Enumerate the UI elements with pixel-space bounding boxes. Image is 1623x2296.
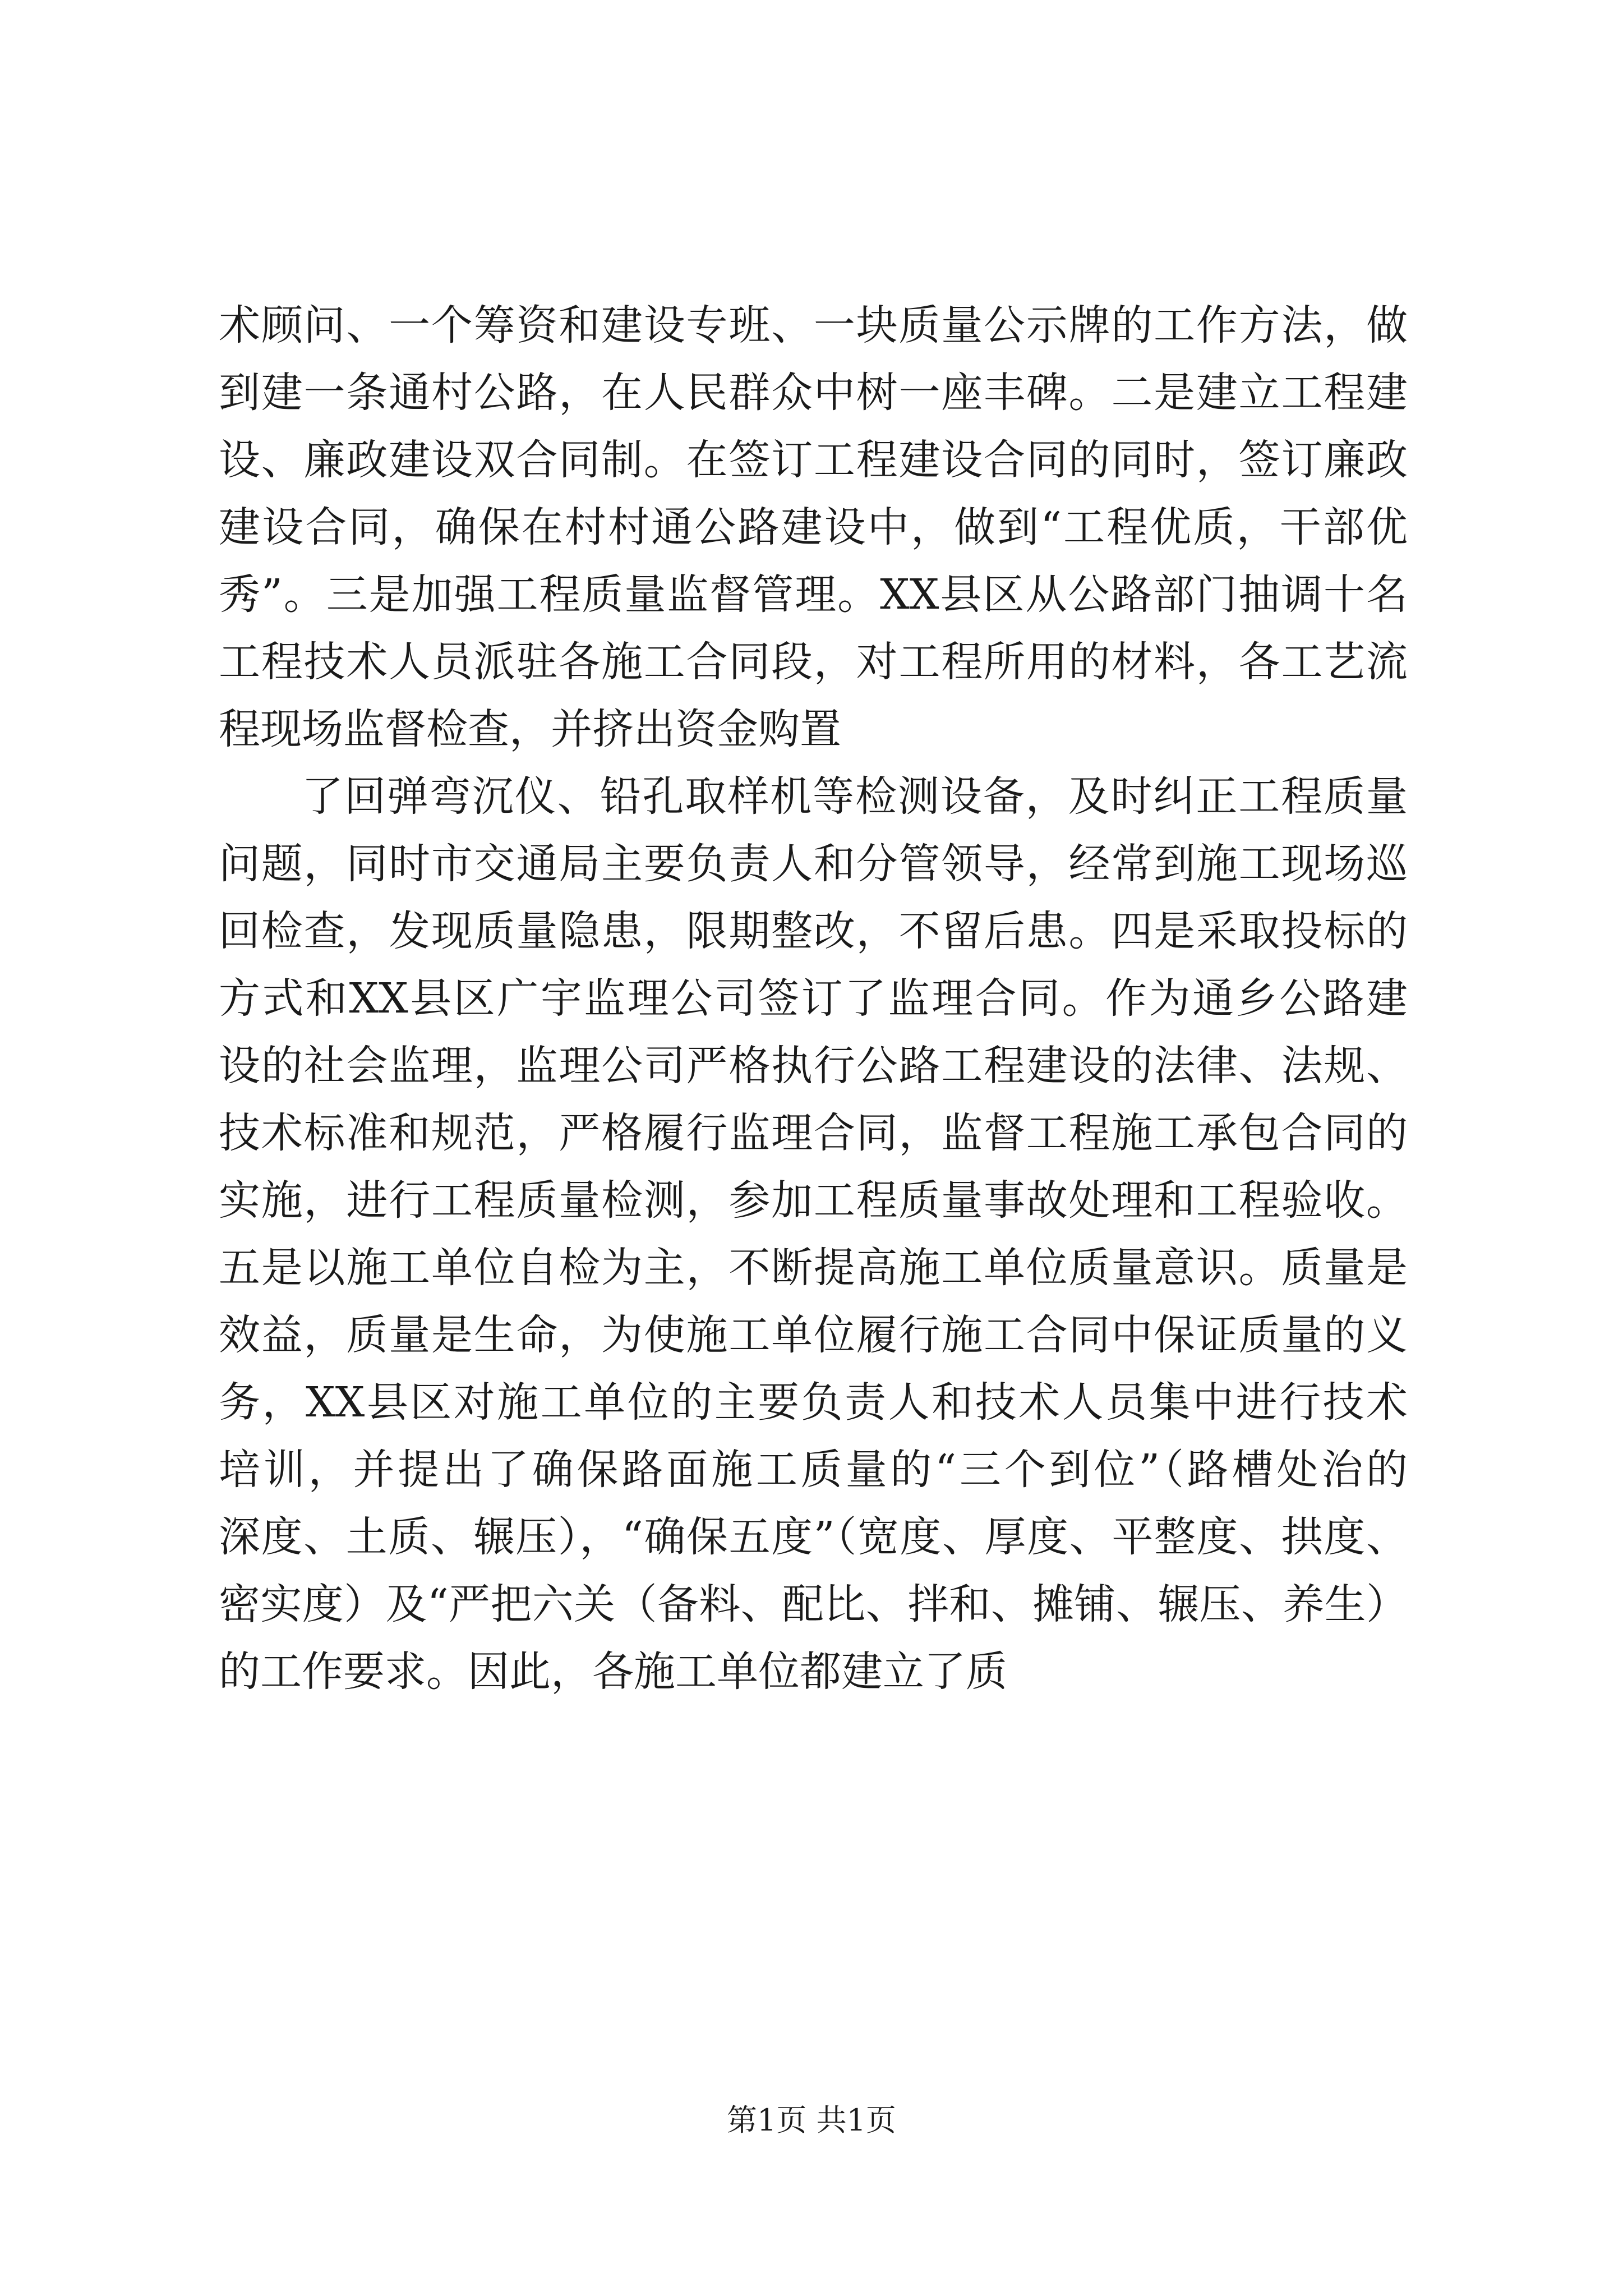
text-line: 秀”。三是加强工程质量监督管理。XX县区从公路部门抽调十名 [219, 570, 1408, 619]
text-line: 工程技术人员派驻各施工合同段，对工程所用的材料，各工艺流 [219, 638, 1408, 686]
text-line: 术顾问、一个筹资和建设专班、一块质量公示牌的工作方法，做 [219, 301, 1408, 349]
text-line: 深度、土质、辗压），“确保五度”（宽度、厚度、平整度、拱度、 [219, 1513, 1408, 1561]
text-line: 的工作要求。因此，各施工单位都建立了质 [219, 1648, 1007, 1696]
text-line: 程现场监督检查，并挤出资金购置 [219, 705, 841, 753]
text-line: 了回弹弯沉仪、铅孔取样机等检测设备，及时纠正工程质量 [302, 772, 1408, 821]
text-line: 务，XX县区对施工单位的主要负责人和技术人员集中进行技术 [219, 1378, 1408, 1427]
text-line: 设的社会监理，监理公司严格执行公路工程建设的法律、法规、 [219, 1042, 1408, 1090]
text-line: 设、廉政建设双合同制。在签订工程建设合同的同时，签订廉政 [219, 436, 1408, 484]
text-line: 方式和XX县区广宇监理公司签订了监理合同。作为通乡公路建 [219, 974, 1408, 1023]
text-line: 培训，并提出了确保路面施工质量的“三个到位”（路槽处治的 [219, 1446, 1408, 1494]
text-line: 实施，进行工程质量检测，参加工程质量事故处理和工程验收。 [219, 1176, 1408, 1225]
text-line: 到建一条通村公路，在人民群众中树一座丰碑。二是建立工程建 [219, 369, 1408, 417]
text-line: 建设合同，确保在村村通公路建设中，做到“工程优质，干部优 [219, 503, 1408, 551]
text-line: 密实度）及“严把六关（备料、配比、拌和、摊铺、辗压、养生） [219, 1580, 1408, 1628]
text-line: 问题，同时市交通局主要负责人和分管领导，经常到施工现场巡 [219, 840, 1408, 888]
text-line: 技术标准和规范，严格履行监理合同，监督工程施工承包合同的 [219, 1109, 1408, 1157]
page-number-label: 第1页 共1页 [727, 2102, 896, 2138]
text-line: 回检查，发现质量隐患，限期整改，不留后患。四是采取投标的 [219, 907, 1408, 955]
text-line: 效益，质量是生命，为使施工单位履行施工合同中保证质量的义 [219, 1311, 1408, 1359]
page-footer [0, 2101, 1623, 2140]
body-text [219, 292, 1408, 1705]
text-line: 五是以施工单位自检为主，不断提高施工单位质量意识。质量是 [219, 1244, 1408, 1292]
